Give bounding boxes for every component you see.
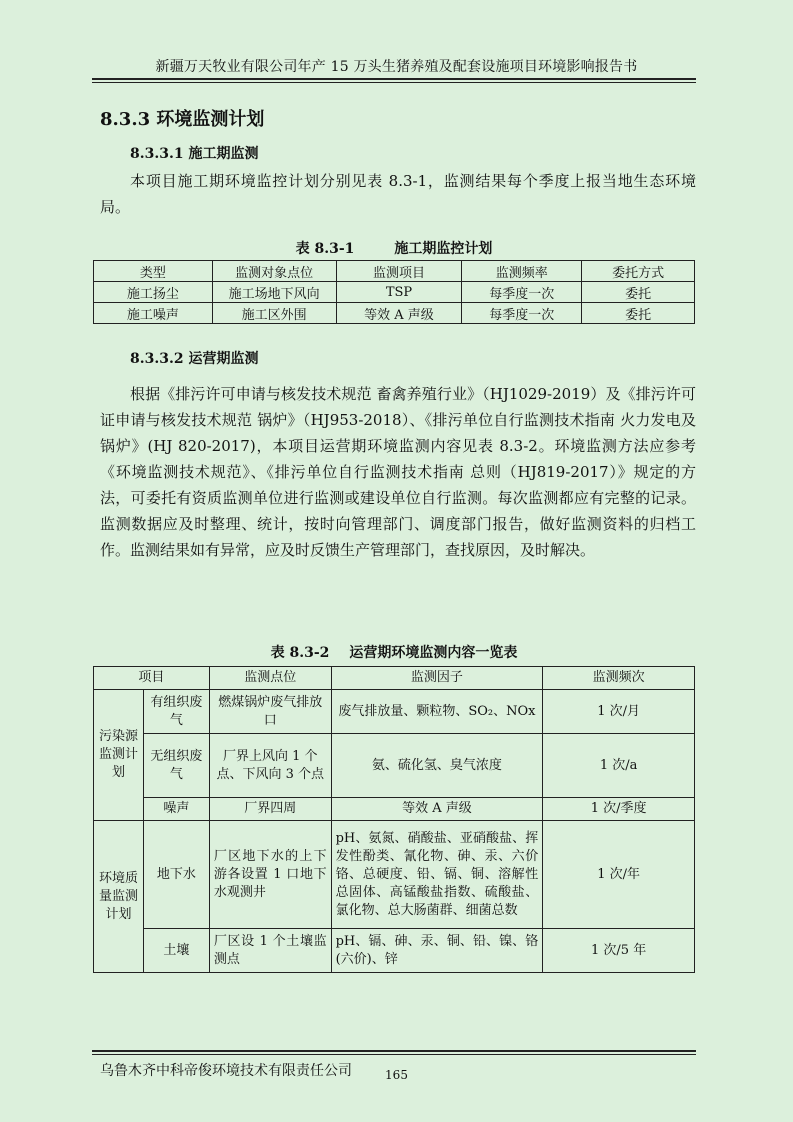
table-cell-frequency: 1 次/5 年	[543, 929, 695, 973]
table-row	[94, 734, 695, 798]
table-header-cell: 监测频率	[462, 261, 582, 282]
table-cell-factor: 等效 A 声级	[331, 798, 543, 821]
header-rule-thin	[92, 82, 696, 83]
table-row	[94, 821, 695, 929]
table1-caption	[92, 238, 696, 258]
construction-heading: 8.3.3.1 施工期监测	[130, 146, 259, 162]
table-row	[94, 303, 695, 324]
table-header-cell: 监测项目	[336, 261, 462, 282]
table2-caption-number: 表 8.3-2	[270, 645, 330, 661]
footer-rule-thin	[92, 1054, 696, 1055]
table-row	[94, 282, 695, 303]
table-cell: 委托	[582, 303, 695, 324]
table-cell-point: 厂区设 1 个土壤监测点	[209, 929, 331, 973]
group-cell-pollution-source: 污染源监测计划	[94, 690, 144, 821]
table-cell: 每季度一次	[462, 282, 582, 303]
construction-monitoring-table	[93, 260, 695, 324]
table-row	[94, 798, 695, 821]
table-cell-item: 无组织废气	[143, 734, 209, 798]
table-cell-item: 地下水	[143, 821, 209, 929]
header-rule	[92, 78, 696, 80]
table-cell-factor: pH、镉、砷、汞、铜、铅、镍、铬(六价)、锌	[331, 929, 543, 973]
table-cell-item: 土壤	[143, 929, 209, 973]
table-cell: 委托	[582, 282, 695, 303]
page-number: 165	[385, 1068, 408, 1082]
table-header-cell: 监测点位	[209, 667, 331, 690]
table-header-cell: 项目	[94, 667, 210, 690]
table-cell-frequency: 1 次/a	[543, 734, 695, 798]
construction-paragraph: 本项目施工期环境监控计划分别见表 8.3-1，监测结果每个季度上报当地生态环境局。	[100, 172, 696, 216]
page-header-title: 新疆万天牧业有限公司年产 15 万头生猪养殖及配套设施项目环境影响报告书	[155, 59, 638, 75]
table-cell-item: 有组织废气	[143, 690, 209, 734]
table-cell-item: 噪声	[143, 798, 209, 821]
table-header-cell: 类型	[94, 261, 213, 282]
table-cell-point: 燃煤锅炉废气排放口	[209, 690, 331, 734]
table-header-row	[94, 667, 695, 690]
table2-caption	[92, 642, 696, 662]
table-cell-point: 厂区地下水的上下游各设置 1 口地下水观测井	[209, 821, 331, 929]
table-cell: 施工区外围	[212, 303, 336, 324]
table-header-cell: 监测对象点位	[212, 261, 336, 282]
operation-heading: 8.3.3.2 运营期监测	[130, 351, 259, 367]
operation-monitoring-table	[93, 666, 695, 973]
table-header-cell: 监测因子	[331, 667, 543, 690]
table2-caption-title: 运营期环境监测内容一览表	[349, 645, 518, 661]
footer-rule	[92, 1050, 696, 1052]
table-cell: TSP	[336, 282, 462, 303]
operation-paragraph: 根据《排污许可申请与核发技术规范 畜禽养殖行业》（HJ1029-2019）及《排污许可证申请与核发技术规范 锅炉》（HJ953-2018）、《排污单位自行监测技术指南 火力发电及锅炉》(HJ 820-2017)，本项目运营期环境监测内容见表 8.3-2。环境监测方法应参考《环境监测技术规范》、《排污单位自行监测技术指南 总则（HJ819-2017）》规定的方法，可委托有资质监测单位进行监测或建设单位自行监测。每次监测都应有完整的记录。监测数据应及时整理、统计，按时向管理部门、调度部门报告，做好监测资料的归档工作。监测结果如有异常，应及时反馈生产管理部门，查找原因，及时解决。	[100, 385, 696, 559]
section-heading: 8.3.3 环境监测计划	[100, 109, 265, 130]
table-header-cell: 监测频次	[543, 667, 695, 690]
table-cell-frequency: 1 次/年	[543, 821, 695, 929]
table-cell: 施工噪声	[94, 303, 213, 324]
table-cell-factor: pH、氨氮、硝酸盐、亚硝酸盐、挥发性酚类、氰化物、砷、汞、六价铬、总硬度、铅、镉、铜、溶解性总固体、高锰酸盐指数、硫酸盐、氯化物、总大肠菌群、细菌总数	[331, 821, 543, 929]
table1-caption-title: 施工期监控计划	[394, 241, 493, 257]
table-cell-frequency: 1 次/季度	[543, 798, 695, 821]
table-cell-point: 厂界上风向 1 个点、下风向 3 个点	[209, 734, 331, 798]
table-row	[94, 690, 695, 734]
table-cell-factor: 氨、硫化氢、臭气浓度	[331, 734, 543, 798]
table-cell-frequency: 1 次/月	[543, 690, 695, 734]
table-cell: 施工场地下风向	[212, 282, 336, 303]
group-cell-environment-quality: 环境质量监测计划	[94, 821, 144, 973]
table-header-row	[94, 261, 695, 282]
table-cell: 施工扬尘	[94, 282, 213, 303]
footer-company: 乌鲁木齐中科帝俊环境技术有限责任公司	[100, 1063, 352, 1079]
table1-caption-number: 表 8.3-1	[295, 241, 355, 257]
table-cell: 每季度一次	[462, 303, 582, 324]
table-cell-factor: 废气排放量、颗粒物、SO₂、NOx	[331, 690, 543, 734]
table-header-cell: 委托方式	[582, 261, 695, 282]
table-cell-point: 厂界四周	[209, 798, 331, 821]
table-row	[94, 929, 695, 973]
table-cell: 等效 A 声级	[336, 303, 462, 324]
